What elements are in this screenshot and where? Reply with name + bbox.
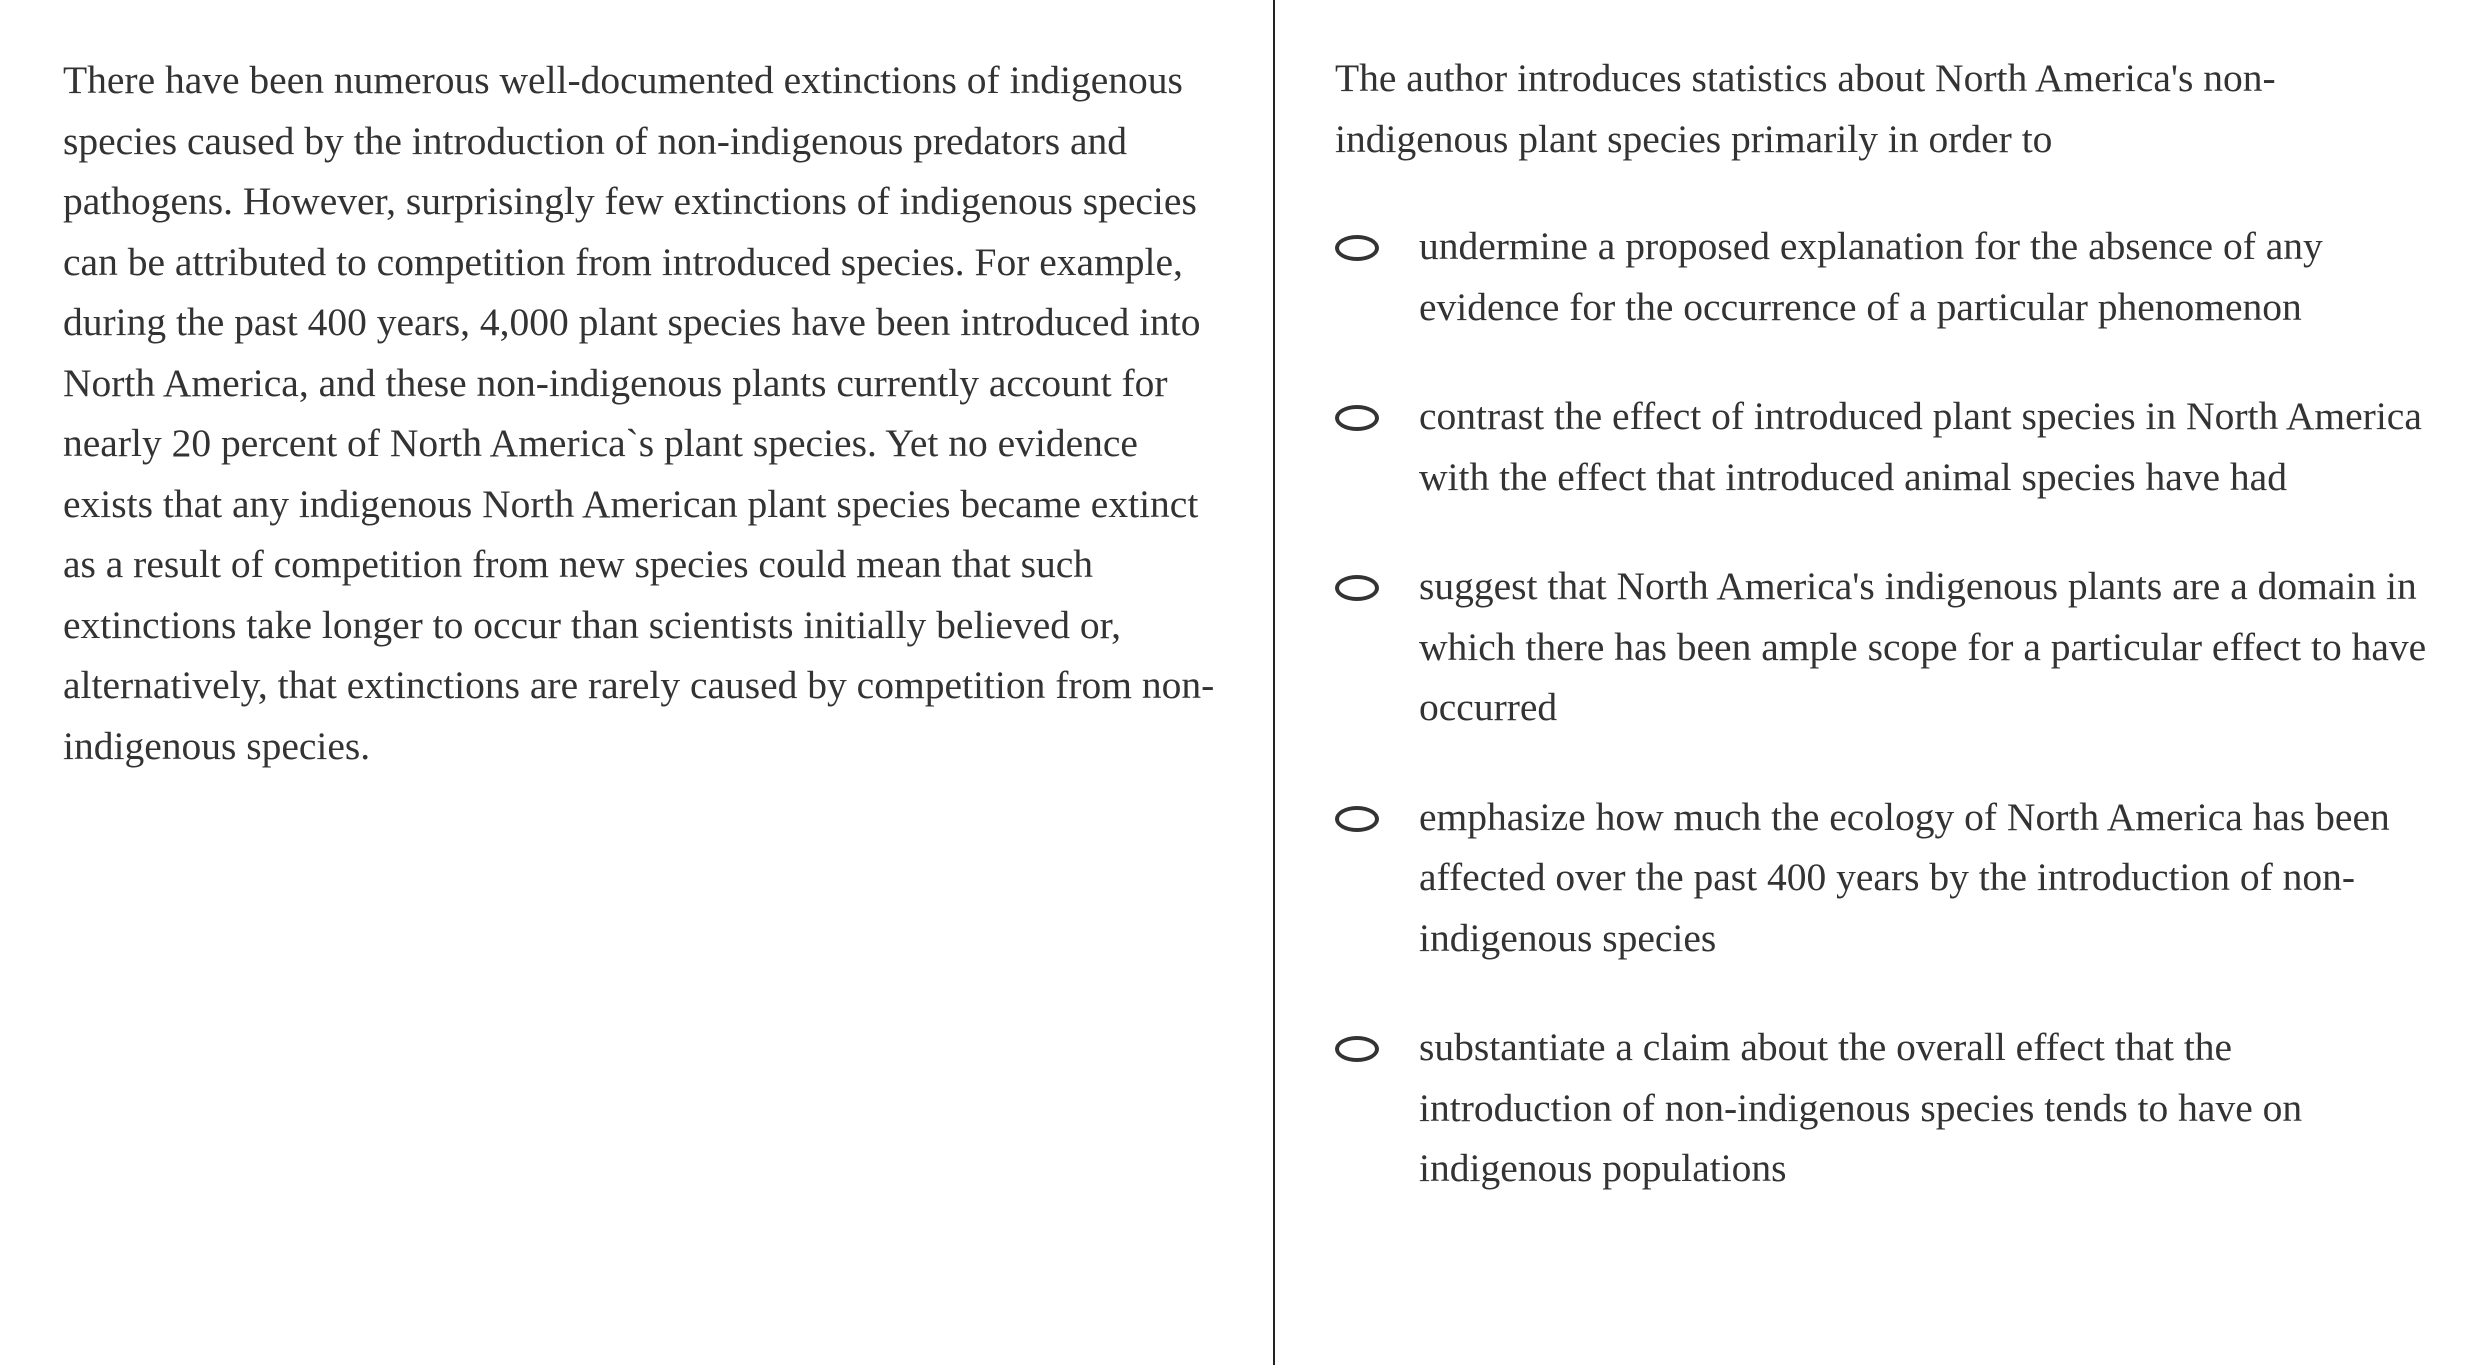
- answer-options: [1335, 216, 2439, 1199]
- question-prompt: The author introduces statistics about North America's non-indigenous plant species primarily in order to: [1335, 56, 2276, 161]
- question-pane: [1275, 0, 2479, 1365]
- answer-option-b[interactable]: [1335, 386, 2439, 507]
- answer-option-d[interactable]: [1335, 787, 2439, 969]
- answer-option-label: undermine a proposed explanation for the absence of any evidence for the occurrence of a particular phenomenon: [1419, 224, 2323, 329]
- radio-button-icon[interactable]: [1335, 1036, 1379, 1062]
- radio-button-icon[interactable]: [1335, 575, 1379, 601]
- passage-text: There have been numerous well-documented extinctions of indigenous species caused by the introduction of non-indigenous predators and pathogens. However, surprisingly few extinctions of indigenous species can be attributed to competition from introduced species. For example, during the past 400 years, 4,000 plant species have been introduced into North America, and these non-indigenous plants currently account for nearly 20 percent of North America`s plant species. Yet no evidence exists that any indigenous North American plant species became extinct as a result of competition from new species could mean that such extinctions take longer to occur than scientists initially believed or, alternatively, that extinctions are rarely caused by competition from non-indigenous species.: [63, 58, 1215, 768]
- answer-option-label: contrast the effect of introduced plant species in North America with the effect that introduced animal species have had: [1419, 394, 2422, 499]
- answer-option-label: emphasize how much the ecology of North America has been affected over the past 400 years by the introduction of non-indigenous species: [1419, 794, 2390, 960]
- radio-button-icon[interactable]: [1335, 405, 1379, 431]
- answer-option-a[interactable]: [1335, 216, 2439, 337]
- answer-option-e[interactable]: [1335, 1017, 2439, 1199]
- answer-option-c[interactable]: [1335, 556, 2439, 738]
- answer-option-label: suggest that North America's indigenous plants are a domain in which there has been ample scope for a particular effect to have occurred: [1419, 564, 2427, 729]
- answer-option-label: substantiate a claim about the overall effect that the introduction of non-indigenous species tends to have on indigenous populations: [1419, 1025, 2303, 1190]
- radio-button-icon[interactable]: [1335, 806, 1379, 832]
- radio-button-icon[interactable]: [1335, 235, 1379, 261]
